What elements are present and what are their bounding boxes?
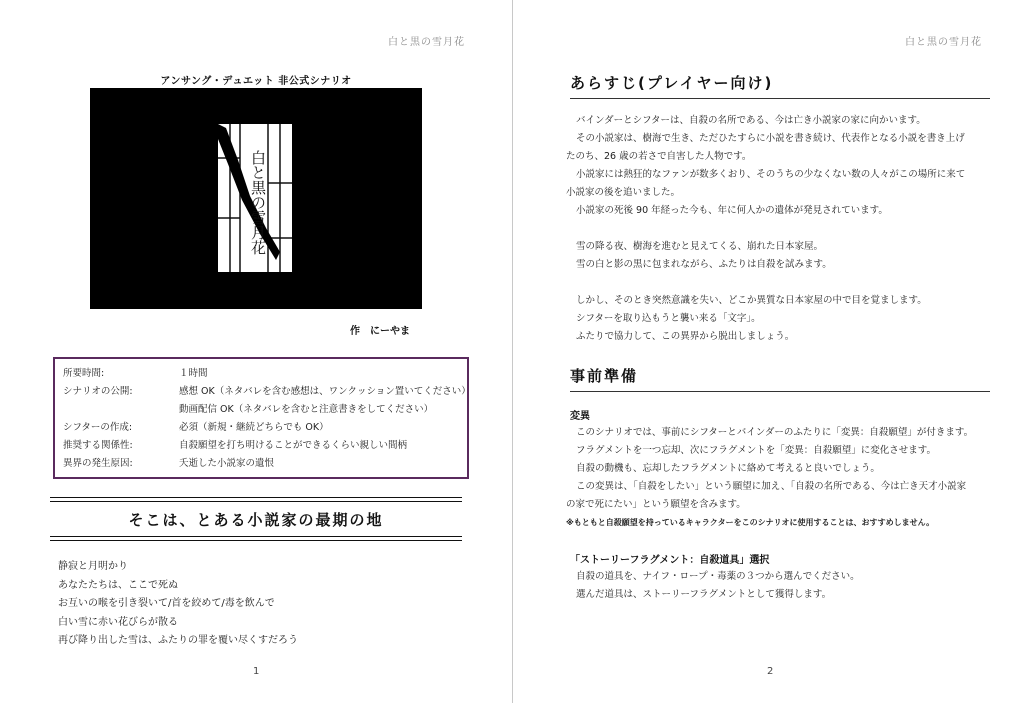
synopsis-line: 雪の降る夜、樹海を進むと見えてくる、崩れた日本家屋。 (576, 241, 824, 252)
poem-line: 再び降り出した雪は、ふたりの罪を覆い尽くすだろう (58, 635, 298, 646)
cover-illustration (90, 88, 422, 309)
synopsis-title: あらすじ(プレイヤー向け) (570, 72, 990, 99)
henshitsu-note: ※もともと自殺願望を持っているキャラクターをこのシナリオに使用することは、おすすめしません。 (566, 518, 935, 527)
synopsis-line: バインダーとシフターは、自殺の名所である、今は亡き小説家の家に向かいます。 (576, 115, 926, 126)
henshitsu-line: このシナリオでは、事前にシフターとバインダーのふたりに「変異：自殺願望」が付きます。 (576, 427, 974, 438)
synopsis-line: たのち、26 歳の若さで自害した人物です。 (566, 151, 752, 162)
scenario-info-box (53, 357, 469, 479)
synopsis-line: 雪の白と影の黒に包まれながら、ふたりは自殺を試みます。 (576, 259, 832, 270)
synopsis-line: 小説家の後を追いました。 (566, 187, 681, 198)
info-value: 感想 OK（ネタバレを含む感想は、ワンクッション置いてください） (179, 386, 471, 397)
info-label: 所要時間: (63, 368, 105, 379)
info-value: 夭逝した小説家の遺恨 (179, 458, 275, 469)
synopsis-line: その小説家は、樹海で生き、ただひたすらに小説を書き続け、代表作となる小説を書き上げ (576, 133, 965, 144)
story-text (566, 568, 996, 604)
poem-line: 白い雪に赤い花びらが散る (58, 616, 178, 628)
poem-line: あなたたちは、ここで死ぬ (58, 579, 178, 591)
page-number: 2 (767, 666, 774, 677)
page-number: 1 (253, 666, 260, 677)
info-row (63, 383, 471, 401)
info-value: 動画配信 OK（ネタバレを含むと注意書きをしてください） (179, 404, 434, 415)
section-banner (50, 497, 462, 542)
henshitsu-text (566, 424, 996, 532)
henshitsu-line: フラグメントを一つ忘却、次にフラグメントを「変異：自殺願望」に変化させます。 (576, 445, 937, 456)
henshitsu-heading: 変異 (570, 411, 590, 422)
info-label: 異界の発生原因: (63, 458, 133, 469)
poem-line: 静寂と月明かり (58, 561, 128, 572)
story-heading: 「ストーリーフラグメント：自殺道具」選択 (570, 555, 770, 566)
running-header: 白と黒の雪月花 (905, 37, 982, 48)
info-label: シナリオの公開: (63, 386, 133, 397)
synopsis-line: シフターを取り込もうと襲い来る「文字」。 (576, 313, 761, 324)
synopsis-line: しかし、そのとき突然意識を失い、どこか異質な日本家屋の中で目を覚まします。 (576, 295, 927, 306)
synopsis-line: 小説家の死後 90 年経った今も、年に何人かの遺体が発見されています。 (576, 205, 888, 216)
poem (58, 558, 298, 651)
info-row (63, 419, 467, 437)
running-header: 白と黒の雪月花 (388, 37, 465, 48)
info-row (63, 401, 467, 419)
info-value: １時間 (179, 368, 208, 379)
info-row (63, 455, 467, 473)
story-line: 自殺の道具を、ナイフ・ロープ・毒薬の３つから選んでください。 (576, 571, 860, 582)
cover-title: アンサング・デュエット 非公式シナリオ (160, 76, 352, 87)
cover-art (90, 88, 422, 309)
banner-rule (50, 501, 462, 502)
prep-title: 事前準備 (570, 365, 990, 392)
info-label: シフターの作成: (63, 422, 133, 433)
synopsis-line: 小説家には熱狂的なファンが数多くおり、そのうちの少なくない数の人々がこの場所に来て (576, 169, 966, 180)
info-row (63, 365, 467, 383)
section-title: そこは、とある小説家の最期の地 (128, 511, 384, 529)
synopsis-text (566, 112, 996, 346)
info-label: 推奨する関係性: (63, 440, 133, 451)
poem-line: お互いの喉を引き裂いて/首を絞めて/毒を飲んで (58, 598, 275, 609)
banner-rule (50, 540, 462, 541)
info-row (63, 437, 467, 455)
banner-rule (50, 536, 462, 537)
page-right (514, 0, 1024, 703)
info-value: 必須（新規・継続どちらでも OK） (179, 422, 329, 433)
page-divider (512, 0, 513, 703)
author: 作 にーやま (350, 326, 410, 337)
henshitsu-line: この変異は、「自殺をしたい」という願望に加え、「自殺の名所である、今は亡き天才小説家 (576, 481, 967, 492)
henshitsu-line: 自殺の動機も、忘却したフラグメントに絡めて考えると良いでしょう。 (576, 463, 880, 474)
info-value: 自殺願望を打ち明けることができるくらい親しい間柄 (179, 440, 408, 451)
henshitsu-line: の家で死にたい」という願望を含みます。 (566, 499, 746, 510)
cover-art-text: 白と黒の雪月花 (249, 150, 267, 255)
banner-rule (50, 497, 462, 498)
synopsis-line: ふたりで協力して、この異界から脱出しましょう。 (576, 331, 795, 342)
story-line: 選んだ道具は、ストーリーフラグメントとして獲得します。 (576, 589, 832, 600)
